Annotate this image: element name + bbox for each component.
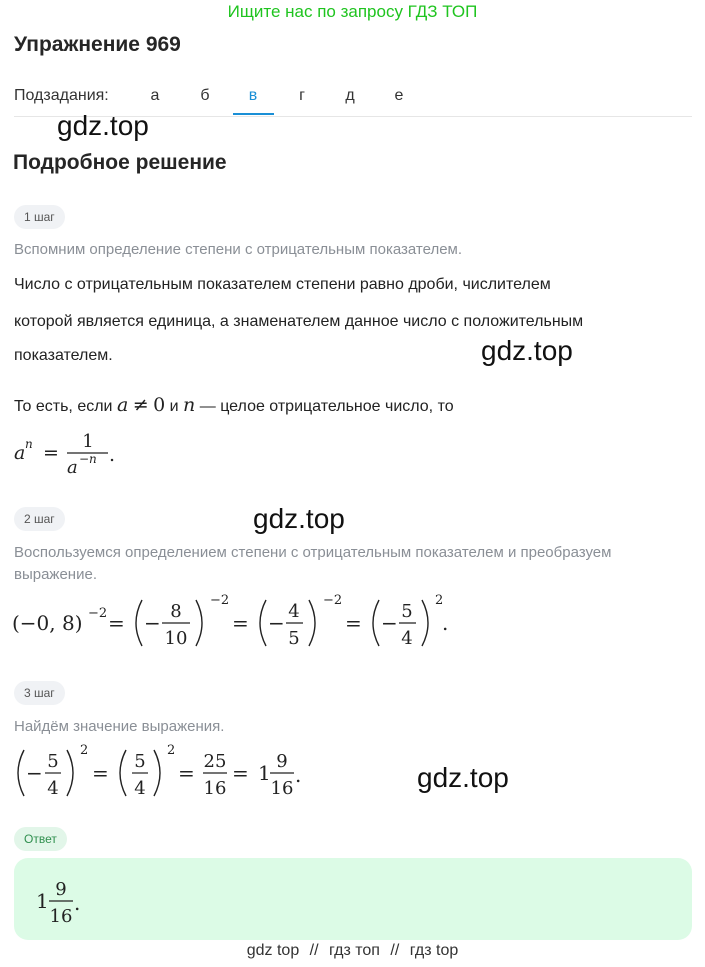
section-title: Подробное решение: [13, 151, 227, 174]
minus: −: [26, 761, 43, 785]
step-1-text-line-3: показателем.: [14, 347, 113, 364]
mixed-num: 9: [276, 751, 288, 772]
condition-and: и: [169, 398, 179, 415]
answer-formula: [30, 872, 100, 934]
f1-exp: −2: [210, 593, 230, 608]
formula-exp: n: [25, 437, 33, 451]
f2-exp: −2: [323, 593, 343, 608]
footer-link-1[interactable]: gdz top: [246, 942, 300, 959]
math-zero: 0: [153, 394, 166, 416]
eq-3: =: [232, 761, 249, 785]
f2-exp: 2: [167, 743, 176, 758]
formula-den-base: a: [67, 457, 78, 478]
step-1-formula: [10, 420, 140, 480]
minus-2: −: [268, 611, 285, 635]
open-paren-3: [373, 600, 379, 646]
eq-2: =: [232, 611, 249, 635]
answer-end: .: [74, 891, 81, 915]
condition-prefix: То есть, если: [14, 398, 113, 415]
tab-g[interactable]: г: [299, 87, 305, 104]
f1-num: 8: [170, 601, 182, 622]
active-tab-indicator: [233, 113, 274, 115]
answer-chip: Ответ: [14, 827, 67, 851]
tab-v[interactable]: в: [248, 87, 258, 104]
answer-whole: 1: [36, 889, 49, 913]
lhs: (−0, 8): [12, 611, 83, 635]
step-2-formula: [10, 588, 470, 656]
f1-den: 4: [47, 778, 59, 799]
f2-den: 4: [134, 778, 146, 799]
step-1-text-line-2: которой является единица, а знаменателем данное число с положительным: [14, 313, 584, 330]
watermark: gdz.top: [253, 503, 345, 534]
close-paren-1: [67, 750, 73, 796]
math-var-n: n: [183, 394, 196, 416]
subtasks-label: Подзадания:: [14, 87, 109, 104]
eq-2: =: [178, 761, 195, 785]
step-1-hint: Вспомним определение степени с отрицательным показателем.: [14, 241, 463, 258]
answer-box: [14, 858, 692, 940]
minus-1: −: [144, 611, 161, 635]
f3-num: 5: [401, 601, 413, 622]
promo-banner[interactable]: Ищите нас по запросу ГДЗ ТОП: [227, 2, 478, 21]
step-2-hint: Воспользуемся определением степени с отрицательным показателем и преобразуем выражение.: [14, 544, 612, 583]
tab-b[interactable]: б: [200, 87, 210, 104]
tab-e[interactable]: е: [394, 87, 404, 104]
footer-link-3[interactable]: гдз top: [409, 942, 459, 959]
footer-links: [0, 942, 705, 960]
close-paren-3: [422, 600, 428, 646]
open-paren-1: [18, 750, 24, 796]
close-paren-1: [196, 600, 202, 646]
formula-den-exp: −n: [79, 452, 97, 466]
f1-num: 5: [47, 751, 59, 772]
step-3-formula: [10, 738, 320, 806]
step-2-chip: 2 шаг: [14, 507, 65, 531]
footer-link-2[interactable]: гдз топ: [329, 942, 380, 959]
formula-eq: =: [43, 442, 59, 464]
minus-3: −: [381, 611, 398, 635]
lhs-exp: −2: [88, 606, 108, 621]
answer-den: 16: [49, 906, 73, 927]
open-paren-2: [120, 750, 126, 796]
f1-exp: 2: [80, 743, 89, 758]
formula-base: a: [14, 442, 26, 464]
footer-separator: //: [309, 942, 319, 959]
eq-1: =: [108, 611, 125, 635]
formula-end: .: [442, 611, 449, 635]
formula-end: .: [109, 444, 116, 466]
page-title: Упражнение 969: [14, 33, 181, 56]
mixed-den: 16: [270, 778, 294, 799]
watermark: gdz.top: [417, 762, 509, 793]
watermark: gdz.top: [57, 110, 149, 141]
condition-suffix: — целое отрицательное число, то: [199, 398, 454, 415]
step-1-chip: 1 шаг: [14, 205, 65, 229]
f2-num: 4: [288, 601, 300, 622]
frac-num: 25: [203, 751, 227, 772]
f2-den: 5: [288, 628, 300, 649]
close-paren-2: [309, 600, 315, 646]
step-3-hint: Найдём значение выражения.: [14, 718, 225, 735]
formula-num: 1: [82, 431, 94, 452]
f3-exp: 2: [435, 593, 444, 608]
math-var-a: a: [116, 394, 129, 416]
open-paren-1: [136, 600, 142, 646]
footer-separator: //: [390, 942, 400, 959]
tab-a[interactable]: а: [150, 87, 160, 104]
f1-den: 10: [164, 628, 188, 649]
mixed-whole: 1: [258, 761, 271, 785]
watermark: gdz.top: [481, 335, 573, 366]
tab-d[interactable]: д: [345, 87, 355, 104]
f3-den: 4: [401, 628, 413, 649]
frac-den: 16: [203, 778, 227, 799]
step-1-condition: [14, 394, 454, 416]
math-neq: ≠: [132, 394, 149, 416]
eq-3: =: [345, 611, 362, 635]
answer-num: 9: [55, 879, 67, 900]
f2-num: 5: [134, 751, 146, 772]
step-1-text-line-1: Число с отрицательным показателем степени равно дроби, числителем: [14, 276, 551, 293]
eq-1: =: [92, 761, 109, 785]
step-3-chip: 3 шаг: [14, 681, 65, 705]
close-paren-2: [154, 750, 160, 796]
formula-end: .: [295, 763, 302, 787]
open-paren-2: [260, 600, 266, 646]
